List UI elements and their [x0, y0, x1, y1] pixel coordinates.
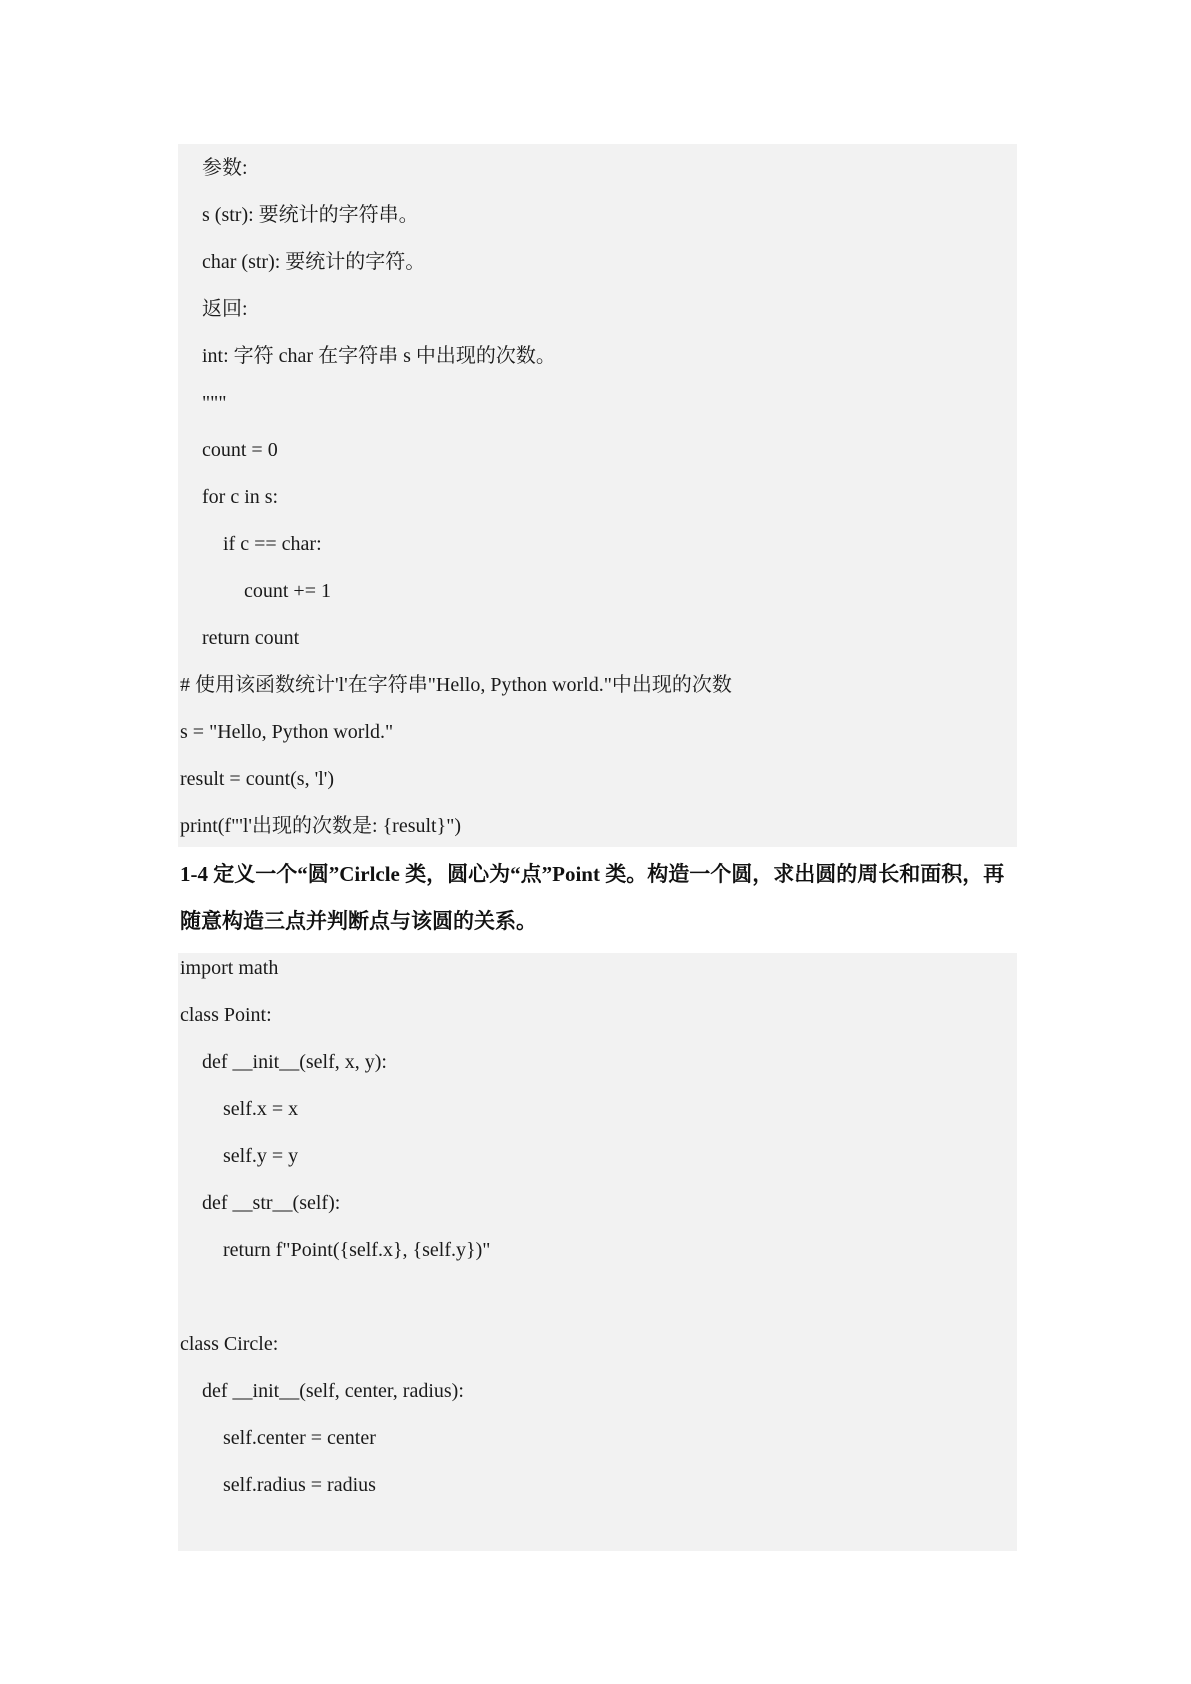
- code-line: self.radius = radius: [223, 1474, 376, 1496]
- code-line: def __str__(self):: [202, 1192, 341, 1214]
- code-line: print(f"'l'出现的次数是: {result}"): [180, 815, 462, 837]
- code-line: self.y = y: [223, 1145, 299, 1167]
- code-line: class Circle:: [180, 1333, 279, 1355]
- code-line: self.x = x: [223, 1098, 299, 1120]
- code-line: return f"Point({self.x}, {self.y})": [223, 1239, 491, 1261]
- code-line: return count: [202, 627, 300, 649]
- exercise-heading-line-2: 随意构造三点并判断点与该圆的关系。: [180, 909, 537, 933]
- code-line: 返回:: [202, 298, 248, 320]
- code-line: int: 字符 char 在字符串 s 中出现的次数。: [202, 345, 556, 367]
- code-line: """: [202, 392, 227, 414]
- code-line: 参数:: [202, 157, 248, 179]
- exercise-heading-line-1: 1-4 定义一个“圆”Cirlcle 类，圆心为“点”Point 类。构造一个圆，求出圆的周长和面积，再: [180, 862, 1005, 886]
- code-line: def __init__(self, x, y):: [202, 1051, 387, 1073]
- code-line: s = "Hello, Python world.": [180, 721, 394, 743]
- code-line: count = 0: [202, 439, 278, 461]
- code-line: self.center = center: [223, 1427, 376, 1449]
- code-line: class Point:: [180, 1004, 272, 1026]
- code-line: result = count(s, 'l'): [180, 768, 335, 790]
- code-line: for c in s:: [202, 486, 279, 508]
- code-line: count += 1: [244, 580, 331, 602]
- code-comment-line: # 使用该函数统计'l'在字符串"Hello, Python world."中出现的次数: [180, 674, 732, 696]
- code-line: if c == char:: [223, 533, 322, 555]
- code-line: import math: [180, 957, 279, 979]
- code-line: char (str): 要统计的字符。: [202, 251, 426, 273]
- code-line: s (str): 要统计的字符串。: [202, 204, 419, 226]
- code-line: def __init__(self, center, radius):: [202, 1380, 464, 1402]
